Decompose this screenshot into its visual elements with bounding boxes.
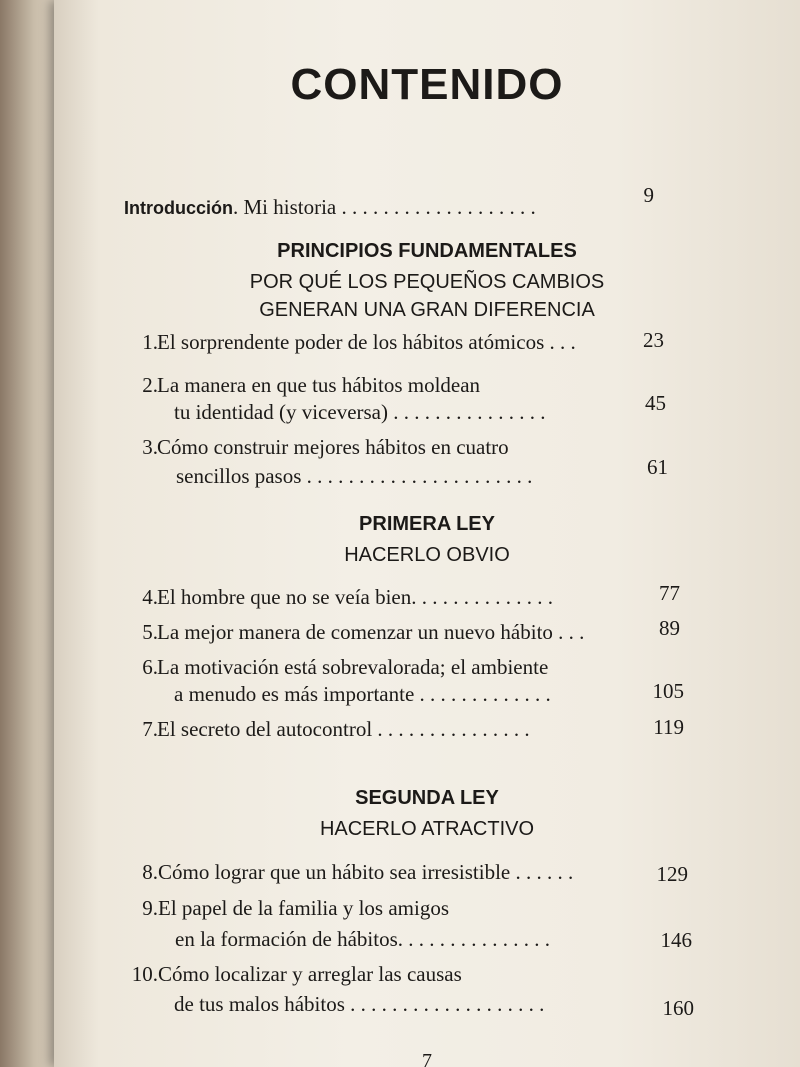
- chapter-title-line: El hombre que no se veía bien. . . . . . . . . . . . . .: [157, 585, 554, 609]
- chapter-title-line: tu identidad (y viceversa) . . . . . . . . . . . . . . .: [174, 400, 546, 424]
- section-subtitle: HACERLO ATRACTIVO: [319, 818, 535, 840]
- chapter-title-line: La mejor manera de comenzar un nuevo hábito . . .: [157, 620, 585, 644]
- page-number: 7: [422, 1050, 432, 1067]
- chapter-title-line: en la formación de hábitos. . . . . . . . . . . . . . .: [175, 927, 551, 951]
- section-primera-ley: [54, 513, 800, 569]
- chapter-title-line: sencillos pasos . . . . . . . . . . . . . . . . . . . . . .: [176, 464, 533, 488]
- chapter-title-line: El papel de la familia y los amigos: [158, 896, 450, 920]
- intro-text: . Mi historia . . . . . . . . . . . . . . . . . . .: [233, 195, 536, 219]
- page-title: CONTENIDO: [290, 60, 564, 109]
- toc-page-number: 23: [643, 328, 664, 352]
- chapter-title-line: de tus malos hábitos . . . . . . . . . . . . . . . . . . .: [174, 992, 545, 1016]
- chapter-number: 3.: [142, 435, 158, 459]
- chapter-title-line: La motivación está sobrevalorada; el ambiente: [157, 655, 549, 679]
- toc-page-number: 129: [656, 862, 688, 886]
- toc-page-number: 119: [653, 715, 684, 739]
- chapter-title-line: a menudo es más importante . . . . . . . . . . . . .: [174, 682, 551, 706]
- toc-entry-4: [54, 581, 800, 619]
- toc-entry-3: [54, 435, 800, 495]
- toc-entry-2: [54, 373, 800, 433]
- toc-page: [54, 0, 800, 1067]
- toc-page-number: 9: [643, 183, 654, 207]
- toc-page-number: 45: [645, 391, 666, 415]
- section-subtitle: HACERLO OBVIO: [344, 544, 510, 566]
- toc-entry-10: [54, 962, 800, 1022]
- chapter-number: 5.: [142, 620, 158, 644]
- chapter-number: 8.: [142, 860, 158, 884]
- chapter-number: 2.: [142, 373, 158, 397]
- section-title: PRIMERA LEY: [359, 513, 495, 535]
- toc-entry-1: [54, 330, 800, 364]
- toc-entry-8: [54, 860, 800, 894]
- chapter-title-line: Cómo lograr que un hábito sea irresistible . . . . . .: [158, 860, 574, 884]
- toc-entry-intro: [54, 183, 800, 225]
- chapter-title-line: El sorprendente poder de los hábitos atómicos . . .: [157, 330, 576, 354]
- section-subtitle: POR QUÉ LOS PEQUEÑOS CAMBIOS GENERAN UNA GRAN DIFERENCIA: [249, 271, 605, 321]
- section-segunda-ley: [54, 787, 800, 843]
- toc-page-number: 77: [659, 581, 680, 605]
- toc-entry-9: [54, 896, 800, 956]
- previous-page-edge: [0, 0, 62, 1067]
- toc-page-number: 61: [647, 455, 668, 479]
- chapter-number: 9.: [142, 896, 158, 920]
- toc-entry-5: [54, 616, 800, 654]
- toc-page-number: 89: [659, 616, 680, 640]
- chapter-number: 10.: [131, 962, 158, 986]
- chapter-title-line: Cómo construir mejores hábitos en cuatro: [157, 435, 509, 459]
- section-title: PRINCIPIOS FUNDAMENTALES: [277, 240, 577, 262]
- section-title: SEGUNDA LEY: [355, 787, 499, 809]
- section-principios: [54, 240, 800, 324]
- toc-page-number: 146: [660, 928, 692, 952]
- toc-entry-6: [54, 655, 800, 715]
- chapter-number: 4.: [142, 585, 158, 609]
- chapter-title-line: El secreto del autocontrol . . . . . . . . . . . . . . .: [157, 717, 530, 741]
- chapter-number: 1.: [142, 330, 158, 354]
- chapter-title-line: Cómo localizar y arreglar las causas: [158, 962, 462, 986]
- toc-page-number: 160: [662, 996, 694, 1020]
- intro-label: Introducción: [124, 198, 233, 218]
- chapter-number: 6.: [142, 655, 158, 679]
- chapter-number: 7.: [142, 717, 158, 741]
- chapter-title-line: La manera en que tus hábitos moldean: [157, 373, 481, 397]
- toc-page-number: 105: [652, 679, 684, 703]
- toc-entry-7: [54, 717, 800, 751]
